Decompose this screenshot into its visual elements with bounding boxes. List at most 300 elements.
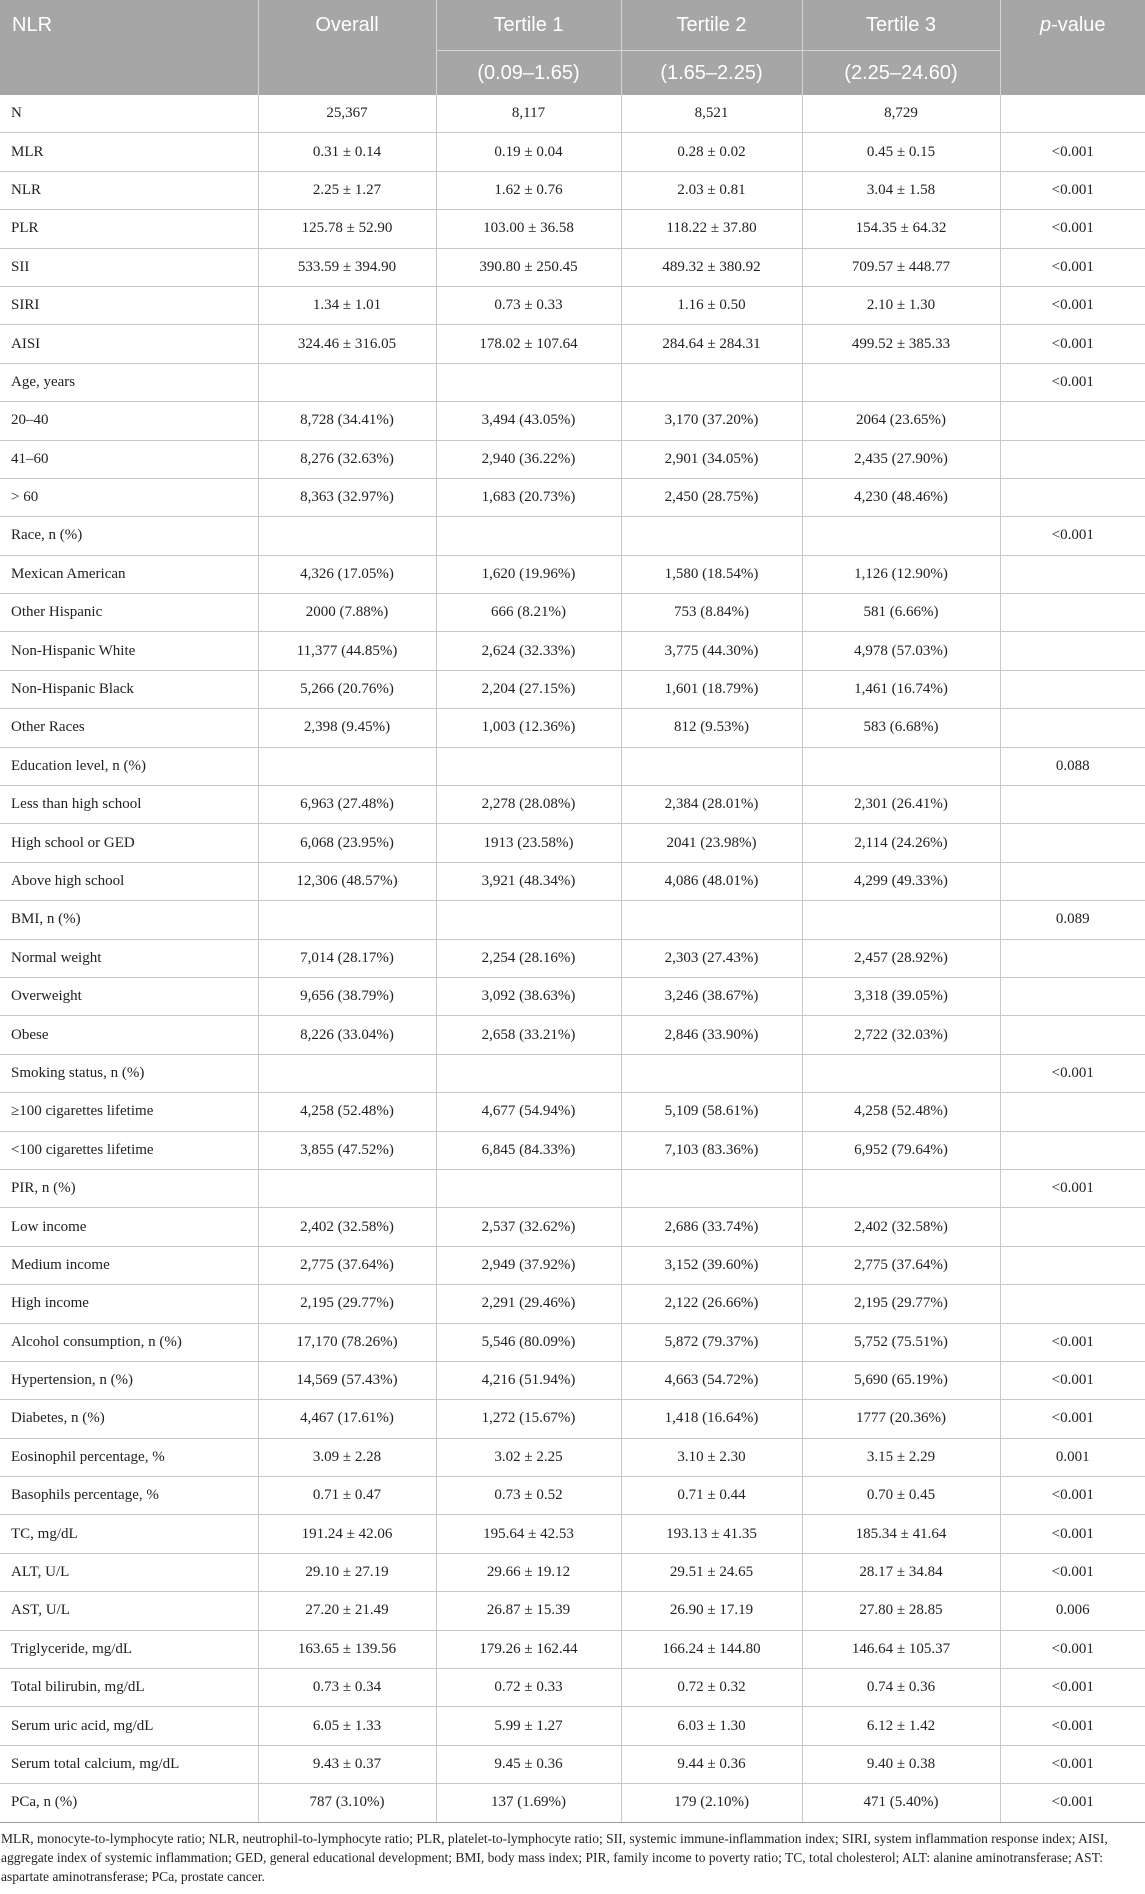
table-row bbox=[0, 286, 1145, 324]
data-cell: 11,377 (44.85%) bbox=[258, 632, 436, 670]
data-cell: 14,569 (57.43%) bbox=[258, 1361, 436, 1399]
p-value-cell bbox=[1000, 1131, 1145, 1169]
row-label-cell: N bbox=[0, 95, 258, 133]
table-row bbox=[0, 1553, 1145, 1591]
data-cell: 4,216 (51.94%) bbox=[436, 1361, 621, 1399]
p-value-cell: 0.089 bbox=[1000, 901, 1145, 939]
data-cell: 26.90 ± 17.19 bbox=[621, 1592, 802, 1630]
data-cell: 26.87 ± 15.39 bbox=[436, 1592, 621, 1630]
data-cell: 390.80 ± 250.45 bbox=[436, 248, 621, 286]
row-label-cell: Other Races bbox=[0, 709, 258, 747]
data-cell: 178.02 ± 107.64 bbox=[436, 325, 621, 363]
data-cell bbox=[621, 1169, 802, 1207]
data-cell: 7,014 (28.17%) bbox=[258, 939, 436, 977]
p-value-cell bbox=[1000, 862, 1145, 900]
table-row bbox=[0, 210, 1145, 248]
row-label-cell: 20–40 bbox=[0, 402, 258, 440]
p-value-cell bbox=[1000, 402, 1145, 440]
table-row bbox=[0, 1438, 1145, 1476]
data-cell: 0.72 ± 0.32 bbox=[621, 1669, 802, 1707]
data-cell: 2,940 (36.22%) bbox=[436, 440, 621, 478]
table-footnote: MLR, monocyte-to-lymphocyte ratio; NLR, neutrophil-to-lymphocyte ratio; PLR, platelet-to-lymphocyte ratio; SII, systemic immune-inflammation index; SIRI, system inflammation response index; AISI, aggregate index of systemic inflammation; GED, general educational development; BMI, body mass index; PIR, family income to poverty ratio; TC, total cholesterol; ALT: alanine aminotransferase; AST: aspartate aminotransferase; PCa, prostate cancer. bbox=[1, 1830, 1108, 1884]
data-cell bbox=[258, 1169, 436, 1207]
data-cell: 1,126 (12.90%) bbox=[802, 555, 1000, 593]
p-value-cell bbox=[1000, 632, 1145, 670]
p-value-cell: <0.001 bbox=[1000, 248, 1145, 286]
row-label-cell: Serum total calcium, mg/dL bbox=[0, 1745, 258, 1783]
table-header bbox=[0, 0, 1145, 95]
data-cell: 2,722 (32.03%) bbox=[802, 1016, 1000, 1054]
table-row bbox=[0, 478, 1145, 516]
table-row bbox=[0, 1784, 1145, 1822]
data-cell: 583 (6.68%) bbox=[802, 709, 1000, 747]
row-label-cell: TC, mg/dL bbox=[0, 1515, 258, 1553]
data-cell: 3,855 (47.52%) bbox=[258, 1131, 436, 1169]
data-cell: 4,978 (57.03%) bbox=[802, 632, 1000, 670]
data-cell: 0.73 ± 0.52 bbox=[436, 1477, 621, 1515]
row-label-cell: PIR, n (%) bbox=[0, 1169, 258, 1207]
table-row bbox=[0, 1361, 1145, 1399]
data-cell: 185.34 ± 41.64 bbox=[802, 1515, 1000, 1553]
table-row bbox=[0, 862, 1145, 900]
data-cell: 5,266 (20.76%) bbox=[258, 670, 436, 708]
data-cell: 17,170 (78.26%) bbox=[258, 1323, 436, 1361]
row-label-cell: Education level, n (%) bbox=[0, 747, 258, 785]
data-cell: 0.74 ± 0.36 bbox=[802, 1669, 1000, 1707]
row-label-cell: AISI bbox=[0, 325, 258, 363]
data-cell: 471 (5.40%) bbox=[802, 1784, 1000, 1822]
data-cell: 1,601 (18.79%) bbox=[621, 670, 802, 708]
data-cell: 2,402 (32.58%) bbox=[258, 1208, 436, 1246]
data-cell: 753 (8.84%) bbox=[621, 594, 802, 632]
data-cell: 2.03 ± 0.81 bbox=[621, 171, 802, 209]
data-cell bbox=[802, 747, 1000, 785]
data-cell bbox=[621, 1054, 802, 1092]
data-cell: 1.16 ± 0.50 bbox=[621, 286, 802, 324]
data-cell: 0.45 ± 0.15 bbox=[802, 133, 1000, 171]
data-cell: 191.24 ± 42.06 bbox=[258, 1515, 436, 1553]
row-label-cell: PLR bbox=[0, 210, 258, 248]
data-cell: 0.31 ± 0.14 bbox=[258, 133, 436, 171]
table-row bbox=[0, 1054, 1145, 1092]
table-row bbox=[0, 1093, 1145, 1131]
data-cell: 2,450 (28.75%) bbox=[621, 478, 802, 516]
data-cell: 3.04 ± 1.58 bbox=[802, 171, 1000, 209]
data-cell: 0.72 ± 0.33 bbox=[436, 1669, 621, 1707]
data-cell: 2,291 (29.46%) bbox=[436, 1285, 621, 1323]
p-value-cell: <0.001 bbox=[1000, 363, 1145, 401]
data-cell bbox=[436, 363, 621, 401]
data-cell: 193.13 ± 41.35 bbox=[621, 1515, 802, 1553]
header-overall: Overall bbox=[258, 0, 436, 51]
data-cell: 9.44 ± 0.36 bbox=[621, 1745, 802, 1783]
p-value-cell bbox=[1000, 1246, 1145, 1284]
data-cell: 709.57 ± 448.77 bbox=[802, 248, 1000, 286]
row-label-cell: Race, n (%) bbox=[0, 517, 258, 555]
p-value-cell: <0.001 bbox=[1000, 1669, 1145, 1707]
p-value-cell bbox=[1000, 670, 1145, 708]
data-cell: 27.20 ± 21.49 bbox=[258, 1592, 436, 1630]
row-label-cell: AST, U/L bbox=[0, 1592, 258, 1630]
data-cell: 5.99 ± 1.27 bbox=[436, 1707, 621, 1745]
header-tertile-2: Tertile 2 bbox=[621, 0, 802, 51]
table-row bbox=[0, 747, 1145, 785]
data-cell: 1,272 (15.67%) bbox=[436, 1400, 621, 1438]
data-cell bbox=[621, 363, 802, 401]
data-cell: 2,901 (34.05%) bbox=[621, 440, 802, 478]
row-label-cell: Normal weight bbox=[0, 939, 258, 977]
p-value-cell: <0.001 bbox=[1000, 286, 1145, 324]
data-cell: 118.22 ± 37.80 bbox=[621, 210, 802, 248]
table-row bbox=[0, 1515, 1145, 1553]
data-cell: 2.25 ± 1.27 bbox=[258, 171, 436, 209]
data-cell: 2,278 (28.08%) bbox=[436, 786, 621, 824]
data-cell: 154.35 ± 64.32 bbox=[802, 210, 1000, 248]
p-value-cell: <0.001 bbox=[1000, 1553, 1145, 1591]
data-cell bbox=[258, 1054, 436, 1092]
data-cell: 166.24 ± 144.80 bbox=[621, 1630, 802, 1668]
data-cell: 2,658 (33.21%) bbox=[436, 1016, 621, 1054]
data-cell bbox=[258, 517, 436, 555]
data-cell: 8,117 bbox=[436, 95, 621, 133]
p-value-cell bbox=[1000, 824, 1145, 862]
table-row bbox=[0, 1169, 1145, 1207]
data-cell: 1.62 ± 0.76 bbox=[436, 171, 621, 209]
p-value-cell bbox=[1000, 555, 1145, 593]
data-cell: 2,624 (32.33%) bbox=[436, 632, 621, 670]
table-row bbox=[0, 1477, 1145, 1515]
data-cell: 4,663 (54.72%) bbox=[621, 1361, 802, 1399]
data-cell: 9.45 ± 0.36 bbox=[436, 1745, 621, 1783]
row-label-cell: MLR bbox=[0, 133, 258, 171]
data-cell: 0.71 ± 0.44 bbox=[621, 1477, 802, 1515]
data-cell: 27.80 ± 28.85 bbox=[802, 1592, 1000, 1630]
row-label-cell: Triglyceride, mg/dL bbox=[0, 1630, 258, 1668]
p-value-cell: <0.001 bbox=[1000, 1054, 1145, 1092]
data-cell: 2,195 (29.77%) bbox=[258, 1285, 436, 1323]
data-cell: 6,952 (79.64%) bbox=[802, 1131, 1000, 1169]
data-cell: 2041 (23.98%) bbox=[621, 824, 802, 862]
row-label-cell: Low income bbox=[0, 1208, 258, 1246]
row-label-cell: BMI, n (%) bbox=[0, 901, 258, 939]
data-cell: 29.10 ± 27.19 bbox=[258, 1553, 436, 1591]
p-value-cell: <0.001 bbox=[1000, 325, 1145, 363]
data-cell: 4,467 (17.61%) bbox=[258, 1400, 436, 1438]
data-cell: 7,103 (83.36%) bbox=[621, 1131, 802, 1169]
row-label-cell: Non-Hispanic Black bbox=[0, 670, 258, 708]
data-cell: 25,367 bbox=[258, 95, 436, 133]
data-cell: 1,003 (12.36%) bbox=[436, 709, 621, 747]
data-cell: 1,683 (20.73%) bbox=[436, 478, 621, 516]
data-cell bbox=[621, 747, 802, 785]
data-cell bbox=[621, 517, 802, 555]
p-value-cell bbox=[1000, 939, 1145, 977]
p-value-cell bbox=[1000, 594, 1145, 632]
data-cell: 2,398 (9.45%) bbox=[258, 709, 436, 747]
data-cell bbox=[436, 747, 621, 785]
table-row bbox=[0, 325, 1145, 363]
p-value-cell bbox=[1000, 1285, 1145, 1323]
data-cell: 787 (3.10%) bbox=[258, 1784, 436, 1822]
data-cell: 5,109 (58.61%) bbox=[621, 1093, 802, 1131]
data-cell: 2,204 (27.15%) bbox=[436, 670, 621, 708]
data-cell: 4,299 (49.33%) bbox=[802, 862, 1000, 900]
table-row bbox=[0, 1131, 1145, 1169]
p-value-cell bbox=[1000, 1093, 1145, 1131]
data-cell: 29.51 ± 24.65 bbox=[621, 1553, 802, 1591]
row-label-cell: High income bbox=[0, 1285, 258, 1323]
data-cell: 12,306 (48.57%) bbox=[258, 862, 436, 900]
row-label-cell: SIRI bbox=[0, 286, 258, 324]
header-p-letter: p bbox=[1039, 13, 1052, 36]
p-value-cell bbox=[1000, 786, 1145, 824]
p-value-cell: 0.006 bbox=[1000, 1592, 1145, 1630]
table-row bbox=[0, 1400, 1145, 1438]
data-cell: 2000 (7.88%) bbox=[258, 594, 436, 632]
p-value-cell: <0.001 bbox=[1000, 1361, 1145, 1399]
data-cell bbox=[802, 1169, 1000, 1207]
data-cell: 0.73 ± 0.34 bbox=[258, 1669, 436, 1707]
data-cell: 666 (8.21%) bbox=[436, 594, 621, 632]
table-row bbox=[0, 632, 1145, 670]
data-cell: 2,114 (24.26%) bbox=[802, 824, 1000, 862]
data-cell: 2,301 (26.41%) bbox=[802, 786, 1000, 824]
data-cell: 179 (2.10%) bbox=[621, 1784, 802, 1822]
data-cell: 1777 (20.36%) bbox=[802, 1400, 1000, 1438]
data-cell: 3,246 (38.67%) bbox=[621, 977, 802, 1015]
data-cell bbox=[436, 1169, 621, 1207]
table-row bbox=[0, 95, 1145, 133]
table-row bbox=[0, 709, 1145, 747]
data-cell: 812 (9.53%) bbox=[621, 709, 802, 747]
data-cell: 2,537 (32.62%) bbox=[436, 1208, 621, 1246]
header-range-tertile-1: (0.09–1.65) bbox=[436, 51, 621, 96]
row-label-cell: Total bilirubin, mg/dL bbox=[0, 1669, 258, 1707]
data-cell: 0.19 ± 0.04 bbox=[436, 133, 621, 171]
p-value-cell: <0.001 bbox=[1000, 1784, 1145, 1822]
table-row bbox=[0, 670, 1145, 708]
data-cell: 2,384 (28.01%) bbox=[621, 786, 802, 824]
row-label-cell: Eosinophil percentage, % bbox=[0, 1438, 258, 1476]
table-row bbox=[0, 594, 1145, 632]
data-cell: 6,845 (84.33%) bbox=[436, 1131, 621, 1169]
table-row bbox=[0, 1669, 1145, 1707]
data-cell: 1913 (23.58%) bbox=[436, 824, 621, 862]
table-row bbox=[0, 171, 1145, 209]
table-row bbox=[0, 824, 1145, 862]
data-cell: 8,729 bbox=[802, 95, 1000, 133]
row-label-cell: Obese bbox=[0, 1016, 258, 1054]
table-body bbox=[0, 95, 1145, 1822]
header-nlr: NLR bbox=[0, 0, 258, 51]
data-cell: 146.64 ± 105.37 bbox=[802, 1630, 1000, 1668]
data-cell: 103.00 ± 36.58 bbox=[436, 210, 621, 248]
p-value-cell: <0.001 bbox=[1000, 1477, 1145, 1515]
row-label-cell: PCa, n (%) bbox=[0, 1784, 258, 1822]
data-cell: 2,303 (27.43%) bbox=[621, 939, 802, 977]
data-cell: 533.59 ± 394.90 bbox=[258, 248, 436, 286]
p-value-cell bbox=[1000, 1208, 1145, 1246]
row-label-cell: Hypertension, n (%) bbox=[0, 1361, 258, 1399]
row-label-cell: 41–60 bbox=[0, 440, 258, 478]
data-cell: 1.34 ± 1.01 bbox=[258, 286, 436, 324]
table-row bbox=[0, 555, 1145, 593]
p-value-cell: 0.001 bbox=[1000, 1438, 1145, 1476]
data-cell: 3.15 ± 2.29 bbox=[802, 1438, 1000, 1476]
row-label-cell: Mexican American bbox=[0, 555, 258, 593]
data-cell: 5,872 (79.37%) bbox=[621, 1323, 802, 1361]
data-cell: 3,921 (48.34%) bbox=[436, 862, 621, 900]
data-cell: 5,752 (75.51%) bbox=[802, 1323, 1000, 1361]
row-label-cell: Medium income bbox=[0, 1246, 258, 1284]
data-cell: 3.02 ± 2.25 bbox=[436, 1438, 621, 1476]
data-cell: 6.05 ± 1.33 bbox=[258, 1707, 436, 1745]
data-cell: 0.28 ± 0.02 bbox=[621, 133, 802, 171]
data-cell: 324.46 ± 316.05 bbox=[258, 325, 436, 363]
data-cell: 125.78 ± 52.90 bbox=[258, 210, 436, 248]
header-row bbox=[0, 0, 1145, 51]
data-cell: 8,728 (34.41%) bbox=[258, 402, 436, 440]
data-cell: 2,254 (28.16%) bbox=[436, 939, 621, 977]
data-cell: 2,435 (27.90%) bbox=[802, 440, 1000, 478]
data-cell: 6,068 (23.95%) bbox=[258, 824, 436, 862]
p-value-cell: <0.001 bbox=[1000, 1745, 1145, 1783]
header-tertile-3: Tertile 3 bbox=[802, 0, 1000, 51]
p-value-cell: <0.001 bbox=[1000, 1630, 1145, 1668]
table-row bbox=[0, 1208, 1145, 1246]
p-value-cell: <0.001 bbox=[1000, 1515, 1145, 1553]
data-cell: 137 (1.69%) bbox=[436, 1784, 621, 1822]
p-value-cell bbox=[1000, 1016, 1145, 1054]
row-label-cell: Age, years bbox=[0, 363, 258, 401]
data-cell: 1,580 (18.54%) bbox=[621, 555, 802, 593]
header-p-suffix: -value bbox=[1051, 13, 1106, 36]
table-row bbox=[0, 1246, 1145, 1284]
data-cell bbox=[802, 1054, 1000, 1092]
p-value-cell: <0.001 bbox=[1000, 1400, 1145, 1438]
data-cell: 1,418 (16.64%) bbox=[621, 1400, 802, 1438]
data-cell: 3,494 (43.05%) bbox=[436, 402, 621, 440]
data-cell: 0.73 ± 0.33 bbox=[436, 286, 621, 324]
table-row bbox=[0, 939, 1145, 977]
row-label-cell: <100 cigarettes lifetime bbox=[0, 1131, 258, 1169]
p-value-cell bbox=[1000, 977, 1145, 1015]
data-cell bbox=[258, 363, 436, 401]
data-cell: 8,226 (33.04%) bbox=[258, 1016, 436, 1054]
table-row bbox=[0, 1323, 1145, 1361]
table-row bbox=[0, 402, 1145, 440]
data-cell: 6.03 ± 1.30 bbox=[621, 1707, 802, 1745]
p-value-cell: <0.001 bbox=[1000, 210, 1145, 248]
data-cell: 6.12 ± 1.42 bbox=[802, 1707, 1000, 1745]
data-cell bbox=[621, 901, 802, 939]
row-label-cell: ≥100 cigarettes lifetime bbox=[0, 1093, 258, 1131]
data-cell: 4,677 (54.94%) bbox=[436, 1093, 621, 1131]
data-cell: 2,195 (29.77%) bbox=[802, 1285, 1000, 1323]
data-cell bbox=[802, 901, 1000, 939]
table-row bbox=[0, 248, 1145, 286]
data-cell: 4,258 (52.48%) bbox=[802, 1093, 1000, 1131]
data-cell: 1,461 (16.74%) bbox=[802, 670, 1000, 708]
data-cell: 0.71 ± 0.47 bbox=[258, 1477, 436, 1515]
data-cell: 9.40 ± 0.38 bbox=[802, 1745, 1000, 1783]
table-row bbox=[0, 440, 1145, 478]
header-range-tertile-3: (2.25–24.60) bbox=[802, 51, 1000, 96]
header-range-row bbox=[0, 51, 1145, 96]
p-value-cell bbox=[1000, 709, 1145, 747]
data-cell: 4,258 (52.48%) bbox=[258, 1093, 436, 1131]
p-value-cell: <0.001 bbox=[1000, 133, 1145, 171]
table-row bbox=[0, 901, 1145, 939]
header-tertile-1: Tertile 1 bbox=[436, 0, 621, 51]
p-value-cell: <0.001 bbox=[1000, 171, 1145, 209]
data-cell bbox=[258, 747, 436, 785]
data-cell: 2.10 ± 1.30 bbox=[802, 286, 1000, 324]
header-p-value bbox=[1000, 0, 1145, 51]
table-row bbox=[0, 1745, 1145, 1783]
data-cell bbox=[258, 901, 436, 939]
data-cell: 499.52 ± 385.33 bbox=[802, 325, 1000, 363]
data-cell: 9.43 ± 0.37 bbox=[258, 1745, 436, 1783]
table-row bbox=[0, 133, 1145, 171]
data-cell: 1,620 (19.96%) bbox=[436, 555, 621, 593]
data-cell bbox=[802, 363, 1000, 401]
data-cell: 2,949 (37.92%) bbox=[436, 1246, 621, 1284]
data-cell: 3,092 (38.63%) bbox=[436, 977, 621, 1015]
data-cell: 2,775 (37.64%) bbox=[258, 1246, 436, 1284]
row-label-cell: Alcohol consumption, n (%) bbox=[0, 1323, 258, 1361]
data-cell: 195.64 ± 42.53 bbox=[436, 1515, 621, 1553]
header-range-empty bbox=[258, 51, 436, 96]
data-cell: 8,521 bbox=[621, 95, 802, 133]
p-value-cell bbox=[1000, 478, 1145, 516]
p-value-cell: <0.001 bbox=[1000, 1707, 1145, 1745]
row-label-cell: Smoking status, n (%) bbox=[0, 1054, 258, 1092]
data-cell: 3.09 ± 2.28 bbox=[258, 1438, 436, 1476]
data-cell: 284.64 ± 284.31 bbox=[621, 325, 802, 363]
row-label-cell: Above high school bbox=[0, 862, 258, 900]
p-value-cell bbox=[1000, 95, 1145, 133]
data-cell: 2,457 (28.92%) bbox=[802, 939, 1000, 977]
data-cell: 3,152 (39.60%) bbox=[621, 1246, 802, 1284]
data-cell: 3.10 ± 2.30 bbox=[621, 1438, 802, 1476]
data-cell: 6,963 (27.48%) bbox=[258, 786, 436, 824]
row-label-cell: Diabetes, n (%) bbox=[0, 1400, 258, 1438]
data-cell bbox=[436, 1054, 621, 1092]
row-label-cell: Serum uric acid, mg/dL bbox=[0, 1707, 258, 1745]
row-label-cell: Basophils percentage, % bbox=[0, 1477, 258, 1515]
p-value-cell: <0.001 bbox=[1000, 1323, 1145, 1361]
data-cell: 5,690 (65.19%) bbox=[802, 1361, 1000, 1399]
row-label-cell: ALT, U/L bbox=[0, 1553, 258, 1591]
header-range-tertile-2: (1.65–2.25) bbox=[621, 51, 802, 96]
data-cell: 9,656 (38.79%) bbox=[258, 977, 436, 1015]
data-cell: 3,318 (39.05%) bbox=[802, 977, 1000, 1015]
data-cell: 0.70 ± 0.45 bbox=[802, 1477, 1000, 1515]
header-range-empty bbox=[0, 51, 258, 96]
table-row bbox=[0, 1285, 1145, 1323]
data-cell: 3,170 (37.20%) bbox=[621, 402, 802, 440]
table-row bbox=[0, 1707, 1145, 1745]
data-cell: 489.32 ± 380.92 bbox=[621, 248, 802, 286]
p-value-cell: 0.088 bbox=[1000, 747, 1145, 785]
data-cell: 3,775 (44.30%) bbox=[621, 632, 802, 670]
data-cell: 4,086 (48.01%) bbox=[621, 862, 802, 900]
row-label-cell: SII bbox=[0, 248, 258, 286]
row-label-cell: Overweight bbox=[0, 977, 258, 1015]
data-cell: 28.17 ± 34.84 bbox=[802, 1553, 1000, 1591]
p-value-cell: <0.001 bbox=[1000, 1169, 1145, 1207]
